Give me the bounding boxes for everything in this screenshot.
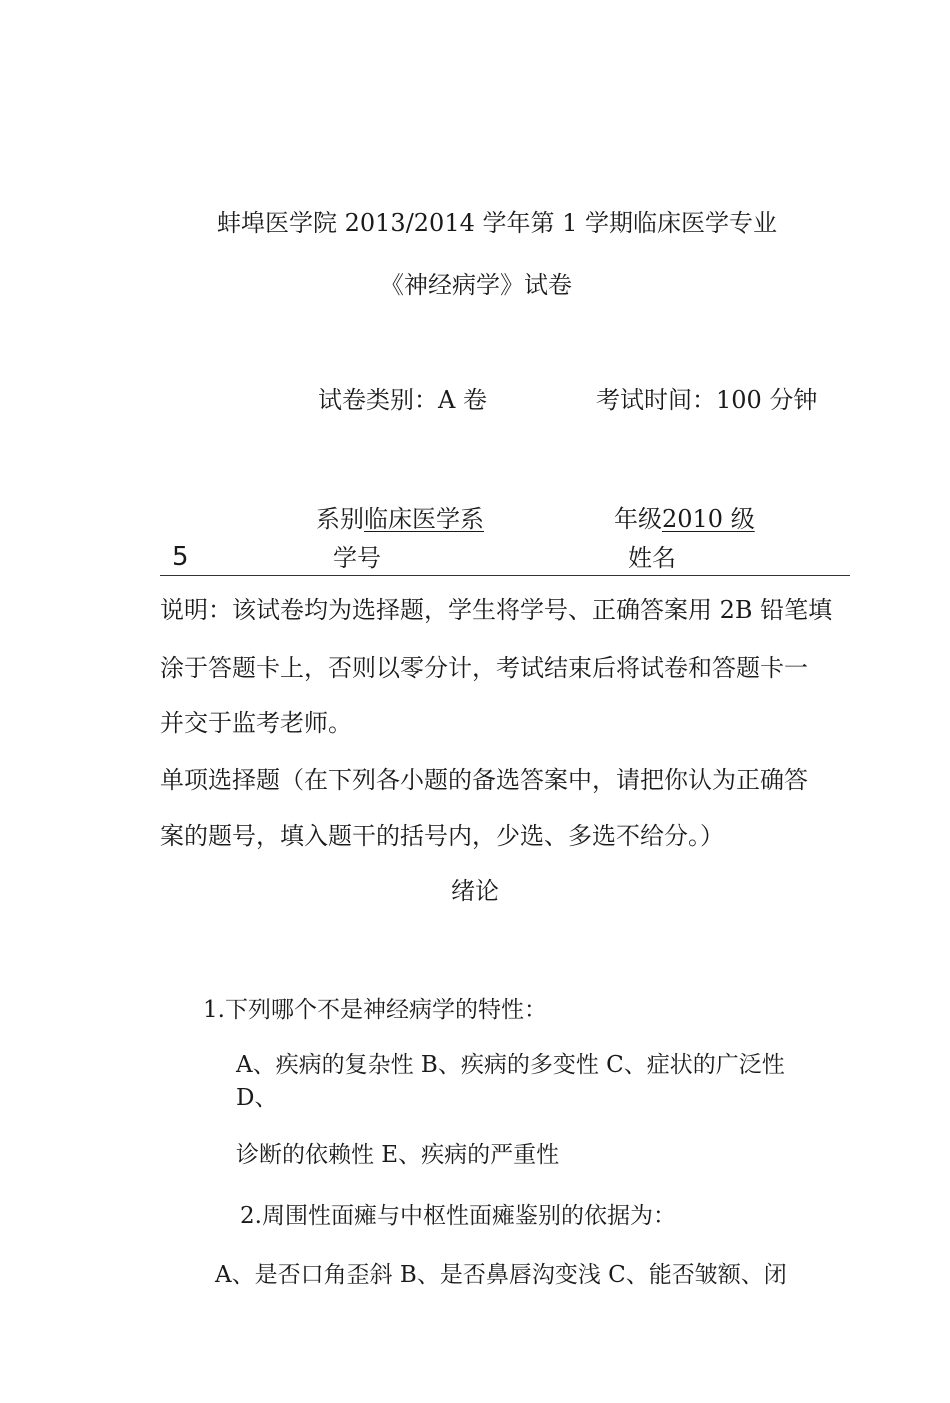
divider-line	[160, 575, 850, 576]
instructions-line-2: 涂于答题卡上，否则以零分计，考试结束后将试卷和答题卡一	[160, 654, 808, 682]
question-1-options-line-2: D、	[236, 1085, 278, 1111]
question-1-stem: 1.下列哪个不是神经病学的特性：	[203, 997, 547, 1023]
question-2-options-line-1: A、是否口角歪斜 B、是否鼻唇沟变浅 C、能否皱额、闭	[215, 1262, 787, 1288]
name-label: 姓名	[628, 544, 676, 572]
margin-number: 5	[172, 542, 189, 572]
exam-time: 考试时间：100 分钟	[596, 386, 818, 414]
paper-type: 试卷类别：A 卷	[318, 386, 487, 414]
section-title: 绪论	[451, 877, 499, 905]
department-field	[316, 507, 484, 531]
department-label: 系别	[316, 505, 364, 533]
question-2-stem: 2.周围性面瘫与中枢性面瘫鉴别的依据为：	[240, 1203, 676, 1229]
instructions-line-1: 说明：该试卷均为选择题，学生将学号、正确答案用 2B 铅笔填	[160, 596, 833, 624]
grade-field	[614, 507, 755, 531]
instructions-line-3: 并交于监考老师。	[160, 709, 352, 737]
instructions-line-4: 单项选择题（在下列各小题的备选答案中，请把你认为正确答	[160, 766, 808, 794]
grade-value: 2010 级	[662, 505, 755, 533]
instructions-line-5: 案的题号，填入题干的括号内，少选、多选不给分。）	[160, 822, 724, 850]
exam-subject-title: 《神经病学》试卷	[380, 271, 572, 299]
question-1-options-line-1: A、疾病的复杂性 B、疾病的多变性 C、症状的广泛性	[236, 1052, 785, 1078]
question-1-options-line-3: 诊断的依赖性 E、疾病的严重性	[236, 1142, 560, 1168]
student-id-label: 学号	[333, 544, 381, 572]
department-value: 临床医学系	[364, 505, 484, 533]
grade-label: 年级	[614, 505, 662, 533]
exam-header-title: 蚌埠医学院 2013/2014 学年第 1 学期临床医学专业	[217, 209, 778, 237]
